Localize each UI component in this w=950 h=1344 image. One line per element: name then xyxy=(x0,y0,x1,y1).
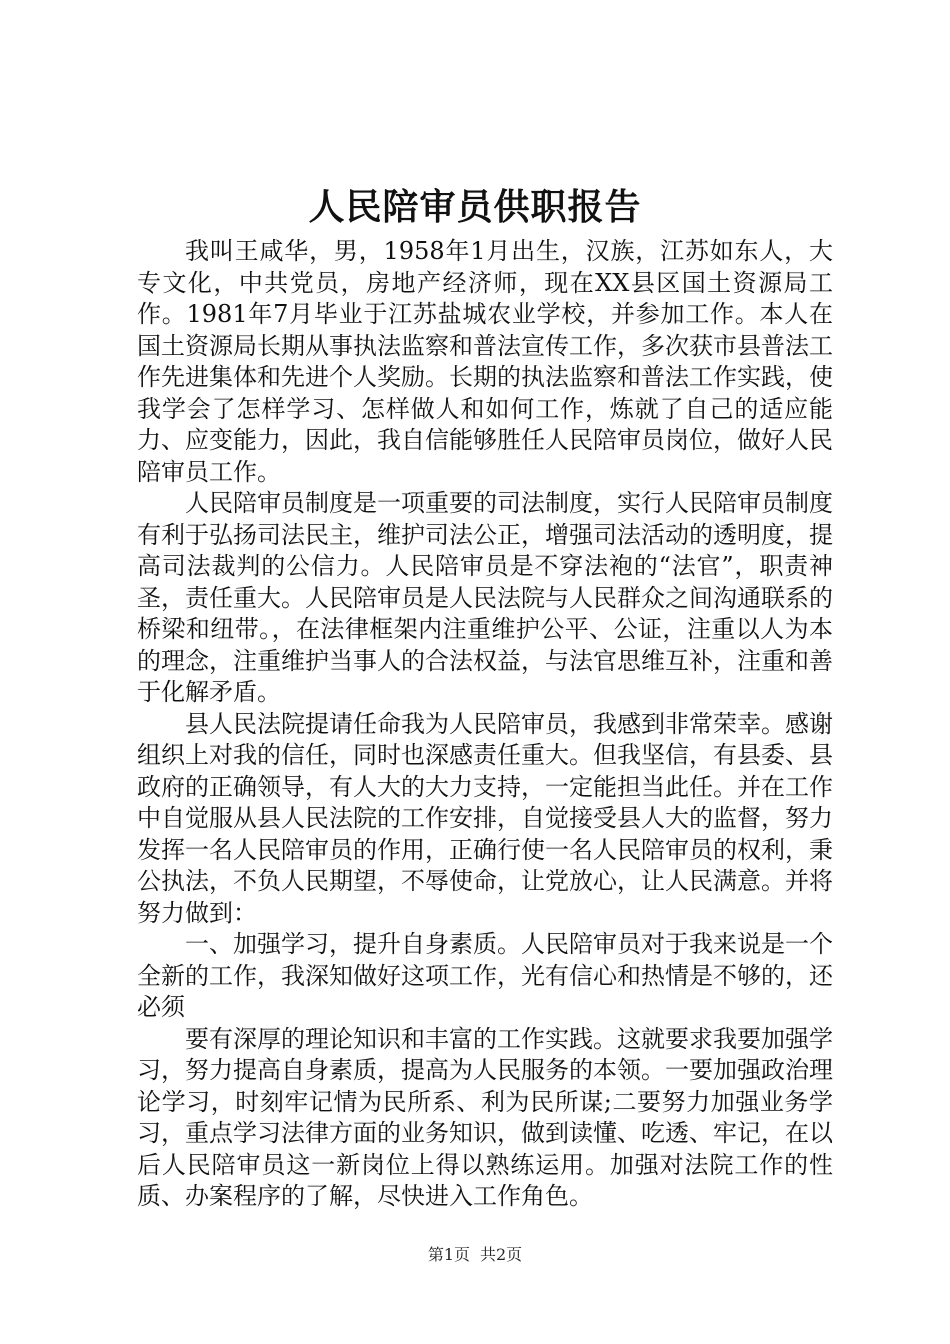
paragraph-5: 要有深厚的理论知识和丰富的工作实践。这就要求我要加强学习，努力提高自身素质，提高为人民服务的本领。一要加强政治理论学习，时刻牢记情为民所系、利为民所谋;二要努力加强业务学习，重点学习法律方面的业务知识，做到读懂、吃透、牢记，在以后人民陪审员这一新岗位上得以熟练运用。加强对法院工作的性质、办案程序的了解，尽快进入工作角色。 xyxy=(137,1024,833,1210)
paragraph-4: 一、加强学习，提升自身素质。人民陪审员对于我来说是一个全新的工作，我深知做好这项工作，光有信心和热情是不够的，还必须 xyxy=(137,930,833,1021)
page-total: 共2页 xyxy=(480,1245,523,1264)
page-footer xyxy=(0,1244,950,1266)
paragraph-3: 县人民法院提请任命我为人民陪审员，我感到非常荣幸。感谢组织上对我的信任，同时也深感责任重大。但我坚信，有县委、县政府的正确领导，有人大的大力支持，一定能担当此任。并在工作中自觉服从县人民法院的工作安排，自觉接受县人大的监督，努力发挥一名人民陪审员的作用，正确行使一名人民陪审员的权利，秉公执法，不负人民期望，不辱使命，让党放心，让人民满意。并将努力做到： xyxy=(137,709,833,927)
paragraph-1: 我叫王咸华，男，1958年1月出生，汉族，江苏如东人，大专文化，中共党员，房地产经济师，现在XX县区国土资源局工作。1981年7月毕业于江苏盐城农业学校，并参加工作。本人在国土资源局长期从事执法监察和普法宣传工作，多次获市县普法工作先进集体和先进个人奖励。长期的执法监察和普法工作实践，使我学会了怎样学习、怎样做人和如何工作，炼就了自己的适应能力、应变能力，因此，我自信能够胜任人民陪审员岗位，做好人民陪审员工作。 xyxy=(137,237,833,486)
document-body xyxy=(137,236,833,1213)
document-title: 人民陪审员供职报告 xyxy=(308,186,642,228)
paragraph-2: 人民陪审员制度是一项重要的司法制度，实行人民陪审员制度有利于弘扬司法民主，维护司法公正，增强司法活动的透明度，提高司法裁判的公信力。人民陪审员是不穿法袍的“法官”，职责神圣，责任重大。人民陪审员是人民法院与人民群众之间沟通联系的桥梁和纽带。，在法律框架内注重维护公平、公证，注重以人为本的理念，注重维护当事人的合法权益，与法官思维互补，注重和善于化解矛盾。 xyxy=(137,489,833,706)
page-number: 第1页 xyxy=(427,1245,470,1264)
